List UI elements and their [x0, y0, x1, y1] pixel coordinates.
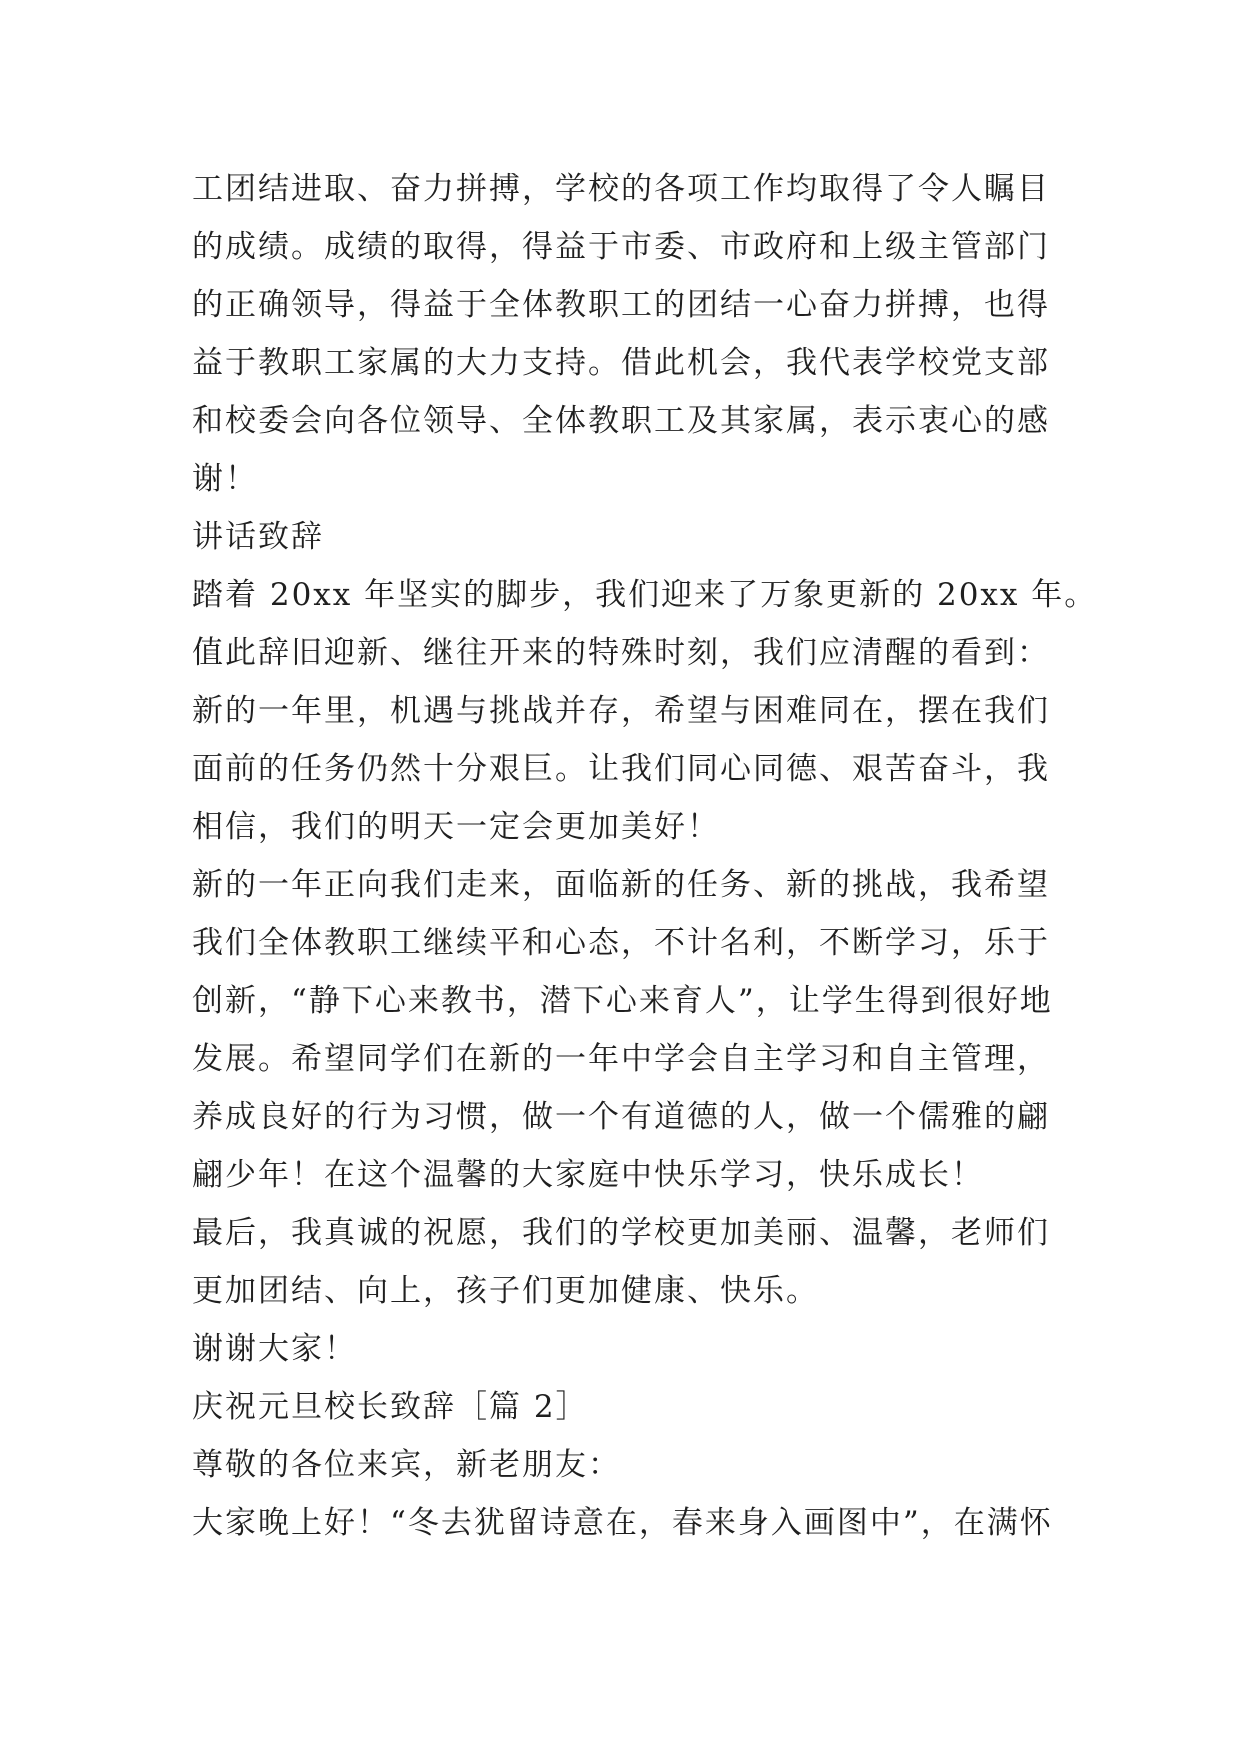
text-line: 值此辞旧迎新、继往开来的特殊时刻，我们应清醒的看到： [192, 635, 1050, 671]
text-line: 相信，我们的明天一定会更加美好！ [192, 809, 720, 845]
section-heading: 庆祝元旦校长致辞［篇 2］ [192, 1389, 589, 1425]
text-line: 尊敬的各位来宾，新老朋友： [192, 1447, 621, 1483]
text-line: 更加团结、向上，孩子们更加健康、快乐。 [192, 1273, 819, 1309]
text-line: 新的一年里，机遇与挑战并存，希望与困难同在，摆在我们 [192, 693, 1050, 729]
body-text [192, 160, 1098, 1552]
text-line: 的正确领导，得益于全体教职工的团结一心奋力拼搏，也得 [192, 287, 1050, 323]
text-line: 益于教职工家属的大力支持。借此机会，我代表学校党支部 [192, 345, 1050, 381]
text-line: 工团结进取、奋力拼搏，学校的各项工作均取得了令人瞩目 [192, 171, 1050, 207]
text-line: 发展。希望同学们在新的一年中学会自主学习和自主管理， [192, 1041, 1050, 1077]
text-line: 翩少年！在这个温馨的大家庭中快乐学习，快乐成长！ [192, 1157, 984, 1193]
text-line: 谢谢大家！ [192, 1331, 357, 1367]
text-line: 创新，“静下心来教书，潜下心来育人”，让学生得到很好地 [192, 983, 1053, 1019]
text-line: 养成良好的行为习惯，做一个有道德的人，做一个儒雅的翩 [192, 1099, 1050, 1135]
text-line: 新的一年正向我们走来，面临新的任务、新的挑战，我希望 [192, 867, 1050, 903]
text-line: 我们全体教职工继续平和心态，不计名利，不断学习，乐于 [192, 925, 1050, 961]
text-line: 面前的任务仍然十分艰巨。让我们同心同德、艰苦奋斗，我 [192, 751, 1050, 787]
text-line: 踏着 20xx 年坚实的脚步，我们迎来了万象更新的 20xx 年。 [192, 577, 1098, 613]
text-line: 谢！ [192, 461, 258, 497]
text-line: 大家晚上好！“冬去犹留诗意在，春来身入画图中”，在满怀 [192, 1505, 1053, 1541]
text-line: 的成绩。成绩的取得，得益于市委、市政府和上级主管部门 [192, 229, 1050, 265]
text-line: 最后，我真诚的祝愿，我们的学校更加美丽、温馨，老师们 [192, 1215, 1050, 1251]
section-heading: 讲话致辞 [192, 519, 324, 555]
text-line: 和校委会向各位领导、全体教职工及其家属，表示衷心的感 [192, 403, 1050, 439]
